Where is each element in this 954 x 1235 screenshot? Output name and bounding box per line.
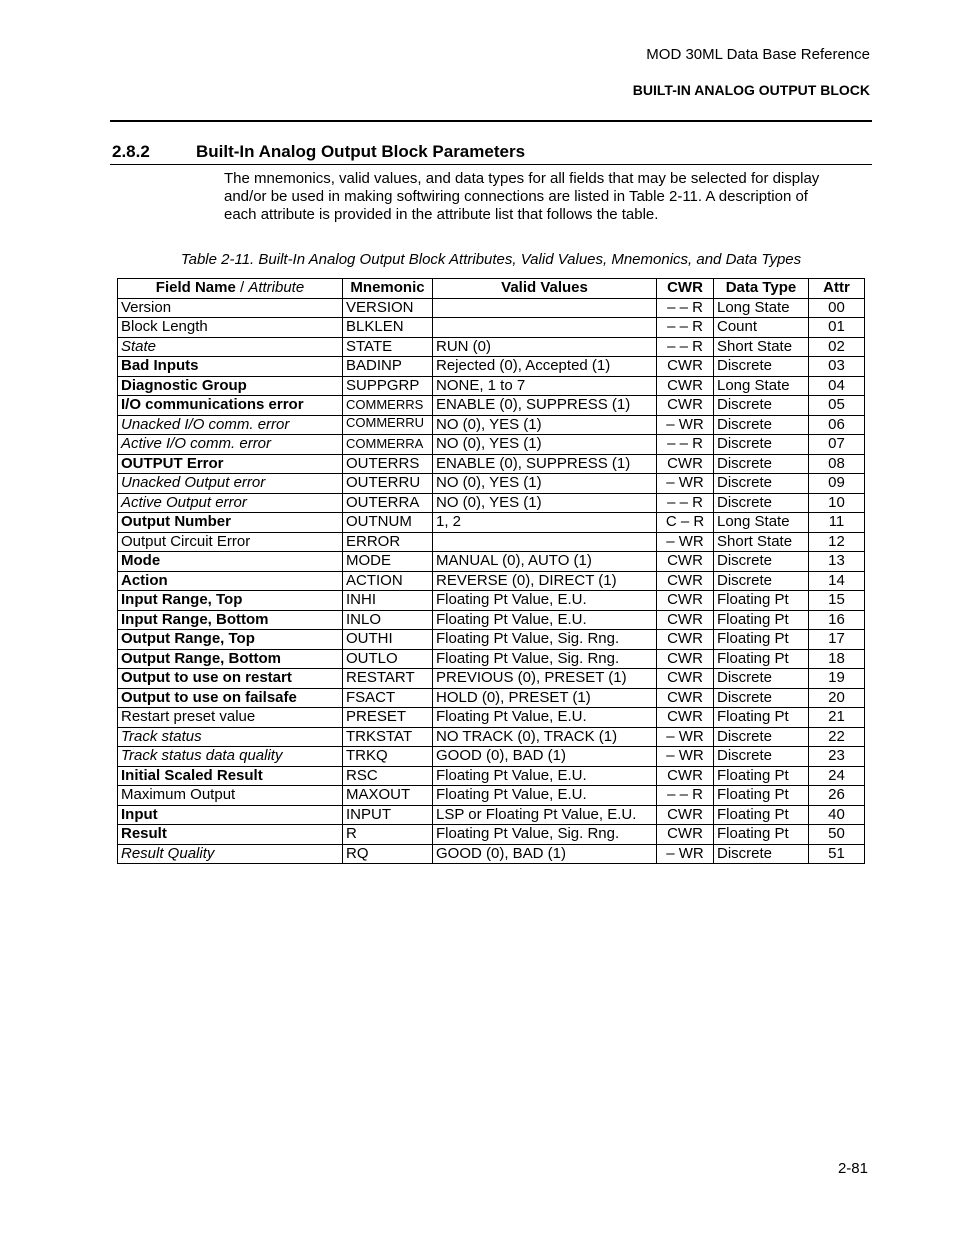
cell-attr: 40 bbox=[809, 805, 865, 825]
table-row bbox=[118, 474, 865, 494]
header-valid-values: Valid Values bbox=[433, 279, 657, 299]
cell-cwr: CWR bbox=[657, 708, 714, 728]
cell-valid-values: ENABLE (0), SUPPRESS (1) bbox=[433, 396, 657, 416]
cell-valid-values: MANUAL (0), AUTO (1) bbox=[433, 552, 657, 572]
cell-attr: 13 bbox=[809, 552, 865, 572]
table-row bbox=[118, 649, 865, 669]
cell-valid-values: REVERSE (0), DIRECT (1) bbox=[433, 571, 657, 591]
cell-attr: 19 bbox=[809, 669, 865, 689]
cell-mnemonic: OUTHI bbox=[343, 630, 433, 650]
cell-mnemonic: RESTART bbox=[343, 669, 433, 689]
table-row bbox=[118, 766, 865, 786]
cell-valid-values bbox=[433, 318, 657, 338]
cell-data-type: Discrete bbox=[714, 396, 809, 416]
cell-data-type: Floating Pt bbox=[714, 766, 809, 786]
table-row bbox=[118, 435, 865, 455]
cell-valid-values: Floating Pt Value, E.U. bbox=[433, 708, 657, 728]
cell-cwr: CWR bbox=[657, 454, 714, 474]
cell-attr: 16 bbox=[809, 610, 865, 630]
cell-data-type: Floating Pt bbox=[714, 591, 809, 611]
cell-mnemonic: ERROR bbox=[343, 532, 433, 552]
cell-data-type: Floating Pt bbox=[714, 630, 809, 650]
cell-mnemonic: OUTNUM bbox=[343, 513, 433, 533]
section-title: Built-In Analog Output Block Parameters bbox=[196, 142, 526, 161]
cell-cwr: CWR bbox=[657, 649, 714, 669]
cell-valid-values: NONE, 1 to 7 bbox=[433, 376, 657, 396]
cell-valid-values: Floating Pt Value, E.U. bbox=[433, 591, 657, 611]
cell-mnemonic: INLO bbox=[343, 610, 433, 630]
cell-field-name: Restart preset value bbox=[118, 708, 343, 728]
cell-cwr: CWR bbox=[657, 805, 714, 825]
cell-mnemonic: BLKLEN bbox=[343, 318, 433, 338]
cell-field-name: Unacked I/O comm. error bbox=[118, 415, 343, 435]
cell-data-type: Floating Pt bbox=[714, 825, 809, 845]
cell-valid-values: 1, 2 bbox=[433, 513, 657, 533]
cell-data-type: Discrete bbox=[714, 493, 809, 513]
attributes-table bbox=[117, 278, 865, 864]
cell-valid-values: GOOD (0), BAD (1) bbox=[433, 747, 657, 767]
cell-valid-values: HOLD (0), PRESET (1) bbox=[433, 688, 657, 708]
header-attribute-label: Attribute bbox=[248, 279, 305, 296]
cell-attr: 10 bbox=[809, 493, 865, 513]
cell-valid-values: Rejected (0), Accepted (1) bbox=[433, 357, 657, 377]
cell-field-name: Bad Inputs bbox=[118, 357, 343, 377]
cell-valid-values bbox=[433, 298, 657, 318]
page-number: 2-81 bbox=[837, 1160, 868, 1177]
table-row bbox=[118, 786, 865, 806]
cell-field-name: Result bbox=[118, 825, 343, 845]
intro-paragraph: The mnemonics, valid values, and data types for all fields that may be selected for display and/or be used in making softwiring connections are listed in Table 2-11. A description of each attribute is provided in the attribute list that follows the table. bbox=[224, 170, 820, 223]
table-row bbox=[118, 513, 865, 533]
cell-valid-values: Floating Pt Value, E.U. bbox=[433, 610, 657, 630]
cell-cwr: CWR bbox=[657, 610, 714, 630]
cell-mnemonic: INPUT bbox=[343, 805, 433, 825]
cell-attr: 12 bbox=[809, 532, 865, 552]
table-row bbox=[118, 688, 865, 708]
cell-cwr: C – R bbox=[657, 513, 714, 533]
table-row bbox=[118, 532, 865, 552]
cell-cwr: CWR bbox=[657, 552, 714, 572]
cell-valid-values: NO (0), YES (1) bbox=[433, 474, 657, 494]
cell-attr: 14 bbox=[809, 571, 865, 591]
cell-attr: 01 bbox=[809, 318, 865, 338]
cell-mnemonic: VERSION bbox=[343, 298, 433, 318]
cell-data-type: Discrete bbox=[714, 474, 809, 494]
cell-valid-values: GOOD (0), BAD (1) bbox=[433, 844, 657, 864]
cell-cwr: – – R bbox=[657, 318, 714, 338]
cell-cwr: – – R bbox=[657, 298, 714, 318]
cell-field-name: Output to use on failsafe bbox=[118, 688, 343, 708]
cell-data-type: Discrete bbox=[714, 454, 809, 474]
cell-mnemonic: OUTERRA bbox=[343, 493, 433, 513]
cell-data-type: Discrete bbox=[714, 552, 809, 572]
cell-data-type: Floating Pt bbox=[714, 708, 809, 728]
cell-mnemonic: SUPPGRP bbox=[343, 376, 433, 396]
section-heading bbox=[112, 142, 525, 162]
cell-data-type: Discrete bbox=[714, 688, 809, 708]
cell-valid-values: PREVIOUS (0), PRESET (1) bbox=[433, 669, 657, 689]
cell-field-name: Output Circuit Error bbox=[118, 532, 343, 552]
cell-attr: 11 bbox=[809, 513, 865, 533]
cell-mnemonic: MAXOUT bbox=[343, 786, 433, 806]
table-row bbox=[118, 844, 865, 864]
cell-cwr: CWR bbox=[657, 591, 714, 611]
cell-data-type: Count bbox=[714, 318, 809, 338]
cell-field-name: OUTPUT Error bbox=[118, 454, 343, 474]
cell-field-name: Input Range, Bottom bbox=[118, 610, 343, 630]
cell-attr: 22 bbox=[809, 727, 865, 747]
cell-cwr: – WR bbox=[657, 532, 714, 552]
header-rule bbox=[110, 120, 872, 122]
cell-field-name: Maximum Output bbox=[118, 786, 343, 806]
table-row bbox=[118, 396, 865, 416]
cell-cwr: CWR bbox=[657, 571, 714, 591]
cell-cwr: CWR bbox=[657, 825, 714, 845]
cell-mnemonic: STATE bbox=[343, 337, 433, 357]
table-row bbox=[118, 454, 865, 474]
cell-valid-values bbox=[433, 532, 657, 552]
cell-field-name: Output to use on restart bbox=[118, 669, 343, 689]
table-row bbox=[118, 669, 865, 689]
cell-attr: 07 bbox=[809, 435, 865, 455]
cell-mnemonic: OUTERRS bbox=[343, 454, 433, 474]
cell-field-name: Mode bbox=[118, 552, 343, 572]
cell-data-type: Discrete bbox=[714, 571, 809, 591]
cell-cwr: CWR bbox=[657, 396, 714, 416]
cell-valid-values: Floating Pt Value, E.U. bbox=[433, 786, 657, 806]
section-number: 2.8.2 bbox=[112, 142, 150, 161]
table-row bbox=[118, 610, 865, 630]
header-cwr: CWR bbox=[657, 279, 714, 299]
cell-mnemonic: COMMERRA bbox=[343, 435, 433, 455]
cell-mnemonic: FSACT bbox=[343, 688, 433, 708]
header-field-name bbox=[118, 279, 343, 299]
cell-mnemonic: ACTION bbox=[343, 571, 433, 591]
cell-valid-values: NO (0), YES (1) bbox=[433, 415, 657, 435]
cell-valid-values: NO (0), YES (1) bbox=[433, 435, 657, 455]
cell-field-name: Unacked Output error bbox=[118, 474, 343, 494]
cell-data-type: Floating Pt bbox=[714, 786, 809, 806]
cell-field-name: Active Output error bbox=[118, 493, 343, 513]
cell-mnemonic: MODE bbox=[343, 552, 433, 572]
cell-field-name: Input Range, Top bbox=[118, 591, 343, 611]
cell-mnemonic: INHI bbox=[343, 591, 433, 611]
table-header-row bbox=[118, 279, 865, 299]
cell-valid-values: Floating Pt Value, Sig. Rng. bbox=[433, 630, 657, 650]
cell-cwr: – – R bbox=[657, 435, 714, 455]
cell-cwr: CWR bbox=[657, 357, 714, 377]
cell-data-type: Long State bbox=[714, 298, 809, 318]
cell-field-name: Action bbox=[118, 571, 343, 591]
header-mnemonic: Mnemonic bbox=[343, 279, 433, 299]
table-row bbox=[118, 805, 865, 825]
cell-data-type: Short State bbox=[714, 532, 809, 552]
table-row bbox=[118, 708, 865, 728]
table-row bbox=[118, 298, 865, 318]
table-row bbox=[118, 318, 865, 338]
cell-mnemonic: COMMERRS bbox=[343, 396, 433, 416]
cell-cwr: CWR bbox=[657, 669, 714, 689]
cell-valid-values: Floating Pt Value, E.U. bbox=[433, 766, 657, 786]
header-field-name-label: Field Name bbox=[155, 279, 236, 296]
cell-field-name: Track status data quality bbox=[118, 747, 343, 767]
cell-mnemonic: COMMERRU bbox=[343, 415, 433, 435]
cell-field-name: State bbox=[118, 337, 343, 357]
table-row bbox=[118, 337, 865, 357]
cell-cwr: – – R bbox=[657, 493, 714, 513]
table-row bbox=[118, 415, 865, 435]
cell-mnemonic: OUTERRU bbox=[343, 474, 433, 494]
cell-field-name: Initial Scaled Result bbox=[118, 766, 343, 786]
cell-attr: 00 bbox=[809, 298, 865, 318]
cell-field-name: Result Quality bbox=[118, 844, 343, 864]
cell-valid-values: RUN (0) bbox=[433, 337, 657, 357]
cell-field-name: Diagnostic Group bbox=[118, 376, 343, 396]
cell-mnemonic: PRESET bbox=[343, 708, 433, 728]
cell-field-name: Version bbox=[118, 298, 343, 318]
cell-attr: 23 bbox=[809, 747, 865, 767]
cell-data-type: Discrete bbox=[714, 727, 809, 747]
cell-field-name: Output Range, Top bbox=[118, 630, 343, 650]
table-caption: Table 2-11. Built-In Analog Output Block Attributes, Valid Values, Mnemonics, and Data Types bbox=[180, 251, 802, 268]
running-header-title: MOD 30ML Data Base Reference bbox=[646, 46, 870, 63]
cell-cwr: – WR bbox=[657, 747, 714, 767]
header-data-type: Data Type bbox=[714, 279, 809, 299]
cell-cwr: CWR bbox=[657, 766, 714, 786]
cell-cwr: – WR bbox=[657, 474, 714, 494]
table-row bbox=[118, 727, 865, 747]
cell-cwr: – WR bbox=[657, 415, 714, 435]
cell-valid-values: ENABLE (0), SUPPRESS (1) bbox=[433, 454, 657, 474]
cell-valid-values: NO TRACK (0), TRACK (1) bbox=[433, 727, 657, 747]
cell-valid-values: NO (0), YES (1) bbox=[433, 493, 657, 513]
cell-field-name: Active I/O comm. error bbox=[118, 435, 343, 455]
table-row bbox=[118, 357, 865, 377]
cell-mnemonic: RSC bbox=[343, 766, 433, 786]
table-row bbox=[118, 630, 865, 650]
cell-attr: 05 bbox=[809, 396, 865, 416]
cell-mnemonic: TRKQ bbox=[343, 747, 433, 767]
cell-cwr: – – R bbox=[657, 786, 714, 806]
cell-attr: 02 bbox=[809, 337, 865, 357]
cell-mnemonic: RQ bbox=[343, 844, 433, 864]
cell-attr: 09 bbox=[809, 474, 865, 494]
cell-field-name: Track status bbox=[118, 727, 343, 747]
table-row bbox=[118, 376, 865, 396]
cell-cwr: CWR bbox=[657, 688, 714, 708]
cell-attr: 50 bbox=[809, 825, 865, 845]
header-attr: Attr bbox=[809, 279, 865, 299]
cell-valid-values: LSP or Floating Pt Value, E.U. bbox=[433, 805, 657, 825]
cell-cwr: CWR bbox=[657, 376, 714, 396]
cell-attr: 17 bbox=[809, 630, 865, 650]
cell-data-type: Floating Pt bbox=[714, 649, 809, 669]
cell-attr: 24 bbox=[809, 766, 865, 786]
cell-data-type: Discrete bbox=[714, 844, 809, 864]
cell-cwr: – WR bbox=[657, 844, 714, 864]
running-header-chapter: BUILT-IN ANALOG OUTPUT BLOCK bbox=[632, 82, 870, 98]
cell-attr: 51 bbox=[809, 844, 865, 864]
cell-attr: 06 bbox=[809, 415, 865, 435]
cell-data-type: Discrete bbox=[714, 669, 809, 689]
header-separator: / bbox=[235, 279, 249, 296]
cell-field-name: Output Range, Bottom bbox=[118, 649, 343, 669]
cell-data-type: Long State bbox=[714, 513, 809, 533]
cell-data-type: Discrete bbox=[714, 357, 809, 377]
cell-data-type: Discrete bbox=[714, 747, 809, 767]
cell-attr: 18 bbox=[809, 649, 865, 669]
cell-mnemonic: TRKSTAT bbox=[343, 727, 433, 747]
section-rule bbox=[110, 164, 872, 165]
cell-field-name: I/O communications error bbox=[118, 396, 343, 416]
cell-attr: 15 bbox=[809, 591, 865, 611]
cell-data-type: Floating Pt bbox=[714, 805, 809, 825]
cell-attr: 26 bbox=[809, 786, 865, 806]
cell-mnemonic: OUTLO bbox=[343, 649, 433, 669]
cell-valid-values: Floating Pt Value, Sig. Rng. bbox=[433, 825, 657, 845]
table-row bbox=[118, 747, 865, 767]
cell-attr: 21 bbox=[809, 708, 865, 728]
cell-cwr: – WR bbox=[657, 727, 714, 747]
table-row bbox=[118, 552, 865, 572]
cell-data-type: Discrete bbox=[714, 435, 809, 455]
cell-mnemonic: BADINP bbox=[343, 357, 433, 377]
cell-data-type: Discrete bbox=[714, 415, 809, 435]
cell-field-name: Block Length bbox=[118, 318, 343, 338]
cell-mnemonic: R bbox=[343, 825, 433, 845]
cell-attr: 04 bbox=[809, 376, 865, 396]
cell-attr: 08 bbox=[809, 454, 865, 474]
cell-data-type: Short State bbox=[714, 337, 809, 357]
table-row bbox=[118, 591, 865, 611]
cell-attr: 20 bbox=[809, 688, 865, 708]
table-row bbox=[118, 571, 865, 591]
cell-attr: 03 bbox=[809, 357, 865, 377]
cell-data-type: Long State bbox=[714, 376, 809, 396]
cell-cwr: CWR bbox=[657, 630, 714, 650]
table-row bbox=[118, 825, 865, 845]
cell-field-name: Input bbox=[118, 805, 343, 825]
table-row bbox=[118, 493, 865, 513]
cell-data-type: Floating Pt bbox=[714, 610, 809, 630]
cell-valid-values: Floating Pt Value, Sig. Rng. bbox=[433, 649, 657, 669]
cell-field-name: Output Number bbox=[118, 513, 343, 533]
cell-cwr: – – R bbox=[657, 337, 714, 357]
